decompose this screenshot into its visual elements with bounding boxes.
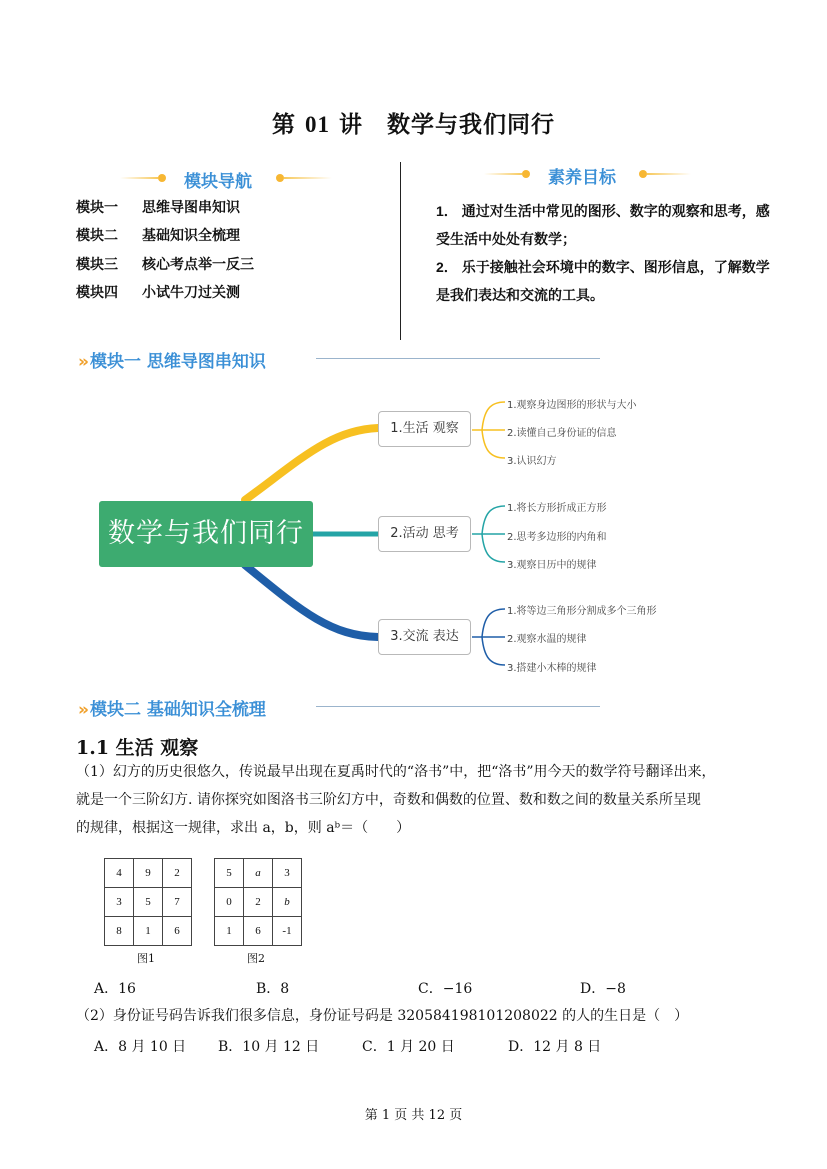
q1-option-d[interactable]: D．−8 bbox=[580, 981, 626, 997]
subsection-title: 1.1 生活 观察 bbox=[76, 737, 199, 759]
grid-cell: 8 bbox=[105, 917, 134, 946]
grid-cell: 2 bbox=[163, 859, 192, 888]
grid-cell: 6 bbox=[244, 917, 273, 946]
title-number: 01 bbox=[305, 112, 330, 137]
q2-option-b[interactable]: B．10 月 12 日 bbox=[218, 1039, 320, 1055]
chevron-double-icon: » bbox=[78, 700, 86, 720]
grid-cell: 5 bbox=[215, 859, 244, 888]
nav-header: 模块导航 bbox=[184, 172, 252, 192]
column-divider bbox=[400, 162, 401, 340]
mindmap-branch-3: 3.交流 表达 bbox=[378, 619, 471, 655]
mindmap-leaf-bracket-3 bbox=[472, 609, 505, 665]
chevron-double-icon: » bbox=[78, 352, 86, 372]
nav-item-3: 模块三 核心考点举一反三 bbox=[76, 257, 254, 273]
q1-option-c[interactable]: C．−16 bbox=[418, 981, 473, 997]
section-header-2: » 模块二 基础知识全梳理 bbox=[78, 700, 266, 720]
grid-cell: a bbox=[244, 859, 273, 888]
mindmap-leaf: 2.思考多边形的内角和 bbox=[507, 532, 607, 543]
q1-line-3: 的规律，根据这一规律，求出 a，b，则 aᵇ＝（ ） bbox=[76, 820, 411, 836]
section-line-2 bbox=[316, 706, 600, 707]
mindmap-branch-1: 1.生活 观察 bbox=[378, 411, 471, 447]
grid-cell: 4 bbox=[105, 859, 134, 888]
q2-option-c[interactable]: C．1 月 20 日 bbox=[362, 1039, 455, 1055]
q2-option-d[interactable]: D．12 月 8 日 bbox=[508, 1039, 602, 1055]
grid-cell: -1 bbox=[273, 917, 302, 946]
mindmap-leaf: 2.读懂自己身份证的信息 bbox=[507, 428, 617, 439]
nav-header-deco-left bbox=[120, 177, 158, 179]
mindmap-leaf-bracket-2 bbox=[472, 506, 505, 562]
mindmap-leaf: 3.认识幻方 bbox=[507, 456, 557, 467]
grid-cell: 9 bbox=[134, 859, 163, 888]
q2-option-a[interactable]: A．8 月 10 日 bbox=[94, 1039, 187, 1055]
q1-line-1: （1）幻方的历史很悠久，传说最早出现在夏禹时代的“洛书”中，把“洛书”用今天的数学符号翻译出来， bbox=[76, 764, 716, 780]
goal-header: 素养目标 bbox=[548, 168, 616, 188]
goal-item-2: 2． 乐于接触社会环境中的数字、图形信息，了解数学是我们表达和交流的工具。 bbox=[436, 259, 770, 304]
magic-square-1 bbox=[104, 858, 192, 946]
mindmap-leaf: 1.观察身边图形的形状与大小 bbox=[507, 400, 637, 411]
nav-item-1: 模块一 思维导图串知识 bbox=[76, 200, 240, 216]
grid-cell: 0 bbox=[215, 888, 244, 917]
q1-option-a[interactable]: A．16 bbox=[94, 981, 136, 997]
mindmap-branch-2: 2.活动 思考 bbox=[378, 516, 471, 552]
mindmap-leaf: 2.观察水温的规律 bbox=[507, 634, 587, 645]
grid-cell: 1 bbox=[134, 917, 163, 946]
page-title bbox=[0, 106, 827, 139]
nav-header-dot-left bbox=[158, 174, 166, 182]
goal-header-dot-right bbox=[639, 170, 647, 178]
title-text: 讲 数学与我们同行 bbox=[330, 111, 556, 138]
mindmap-leaf: 1.将长方形折成正方形 bbox=[507, 503, 607, 514]
mindmap-branch-1-curve bbox=[245, 428, 378, 500]
grid-cell: b bbox=[273, 888, 302, 917]
mindmap-leaf: 3.观察日历中的规律 bbox=[507, 560, 597, 571]
grid-cell: 6 bbox=[163, 917, 192, 946]
goal-item-1: 1． 通过对生活中常见的图形、数字的观察和思考，感受生活中处处有数学； bbox=[436, 203, 770, 248]
grid-cell: 2 bbox=[244, 888, 273, 917]
grid-cell: 3 bbox=[273, 859, 302, 888]
grid-cell: 1 bbox=[215, 917, 244, 946]
q1-line-2: 就是一个三阶幻方. 请你探究如图洛书三阶幻方中，奇数和偶数的位置、数和数之间的数量关系所呈现 bbox=[76, 792, 701, 808]
grid-cell: 5 bbox=[134, 888, 163, 917]
goal-header-deco-left bbox=[484, 173, 522, 175]
q1-option-b[interactable]: B．8 bbox=[256, 981, 290, 997]
mindmap-root: 数学与我们同行 bbox=[99, 501, 313, 567]
nav-header-deco-right bbox=[284, 177, 332, 179]
section-header-1: » 模块一 思维导图串知识 bbox=[78, 352, 266, 372]
nav-item-4: 模块四 小试牛刀过关测 bbox=[76, 285, 240, 301]
grid-cell: 3 bbox=[105, 888, 134, 917]
mindmap-leaf-bracket-1 bbox=[472, 402, 505, 458]
magic-square-2 bbox=[214, 858, 302, 946]
q2-text: （2）身份证号码告诉我们很多信息，身份证号码是 320584198101208022 的人的生日是（ ） bbox=[76, 1008, 689, 1024]
figure-caption-2: 图2 bbox=[247, 952, 265, 965]
goal-header-dot-left bbox=[522, 170, 530, 178]
mindmap-leaf: 1.将等边三角形分割成多个三角形 bbox=[507, 606, 657, 617]
nav-item-2: 模块二 基础知识全梳理 bbox=[76, 228, 240, 244]
title-prefix: 第 bbox=[271, 111, 305, 138]
figure-caption-1: 图1 bbox=[137, 952, 155, 965]
nav-header-dot-right bbox=[276, 174, 284, 182]
goal-header-deco-right bbox=[647, 173, 691, 175]
section-line-1 bbox=[316, 358, 600, 359]
grid-cell: 7 bbox=[163, 888, 192, 917]
mindmap-branch-3-curve bbox=[245, 565, 378, 637]
page-footer: 第 1 页 共 12 页 bbox=[364, 1108, 463, 1123]
mindmap-leaf: 3.搭建小木棒的规律 bbox=[507, 663, 597, 674]
